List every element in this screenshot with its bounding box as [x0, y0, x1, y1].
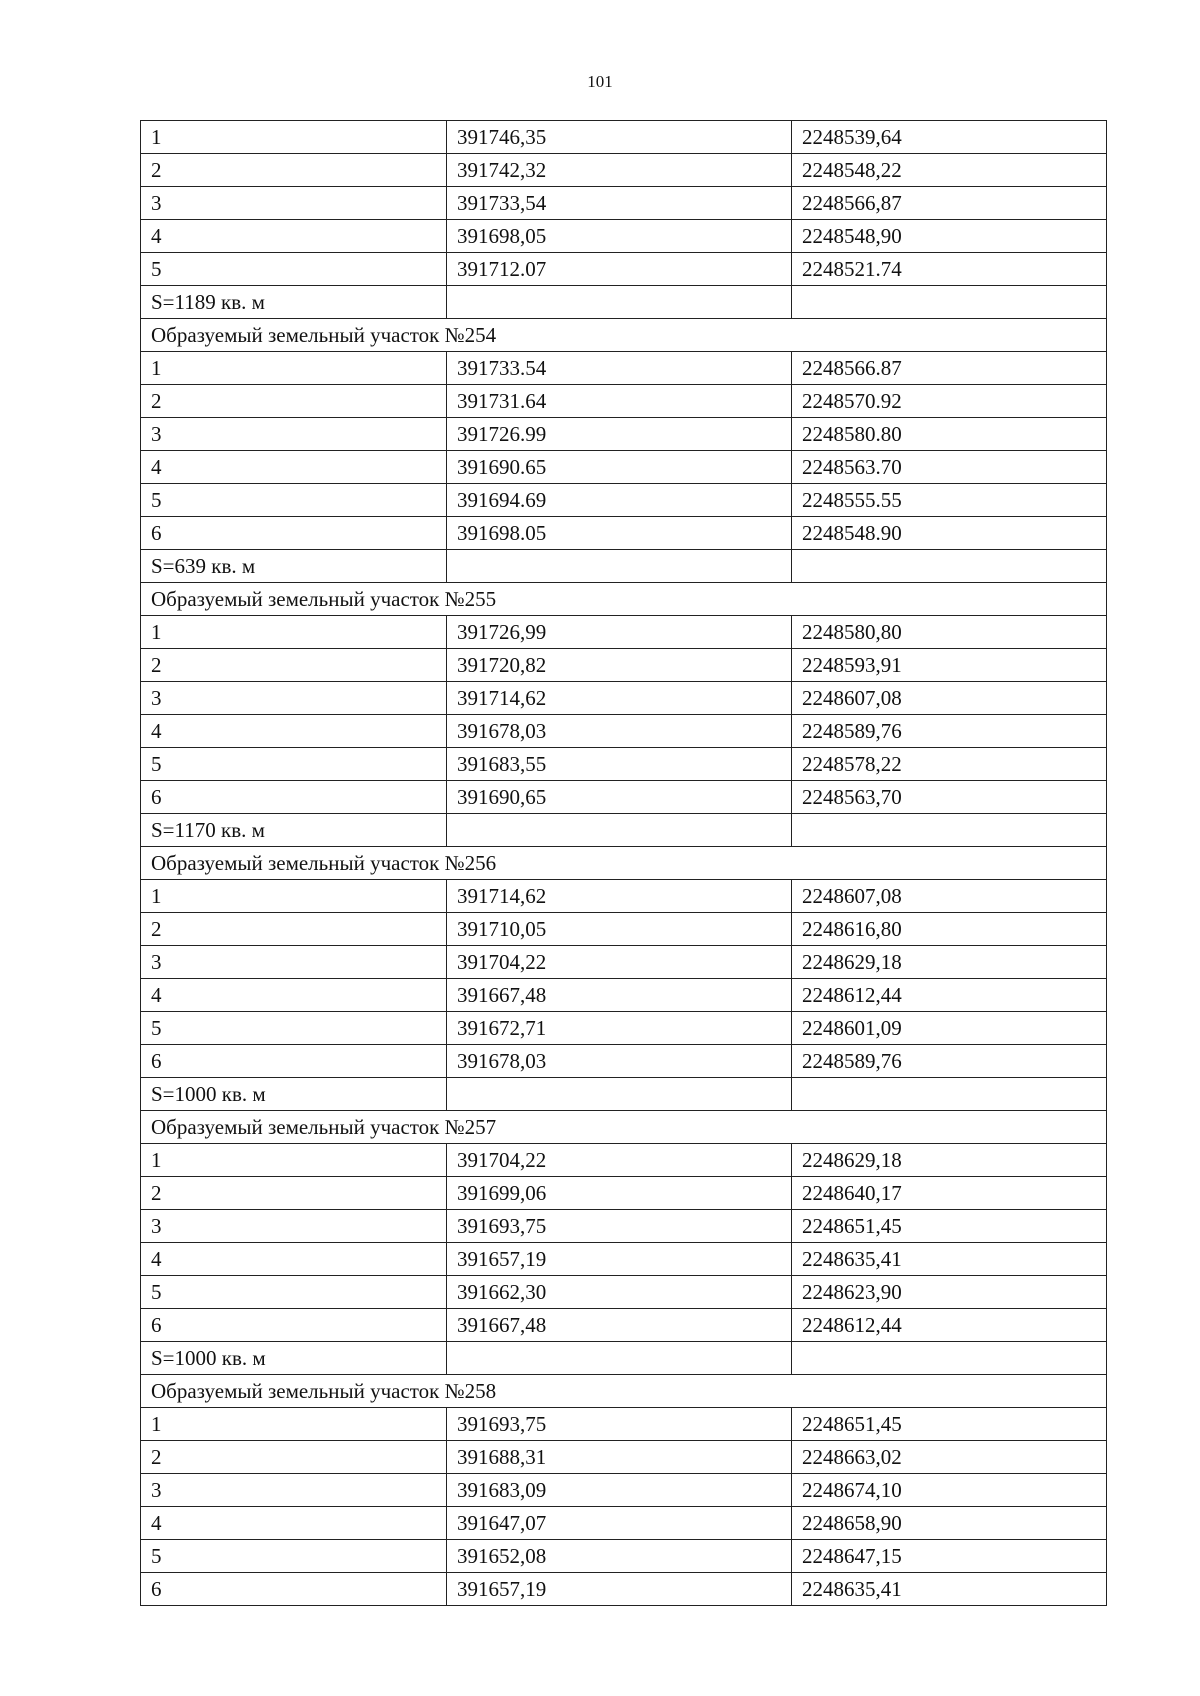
point-row [141, 682, 1107, 715]
y-coordinate-cell: 2248623,90 [792, 1276, 1107, 1309]
plot-header-cell: Образуемый земельный участок №255 [141, 583, 1107, 616]
point-row [141, 1243, 1107, 1276]
empty-cell [447, 1342, 792, 1375]
empty-cell [792, 814, 1107, 847]
point-number-cell: 1 [141, 880, 447, 913]
point-number-cell: 5 [141, 1012, 447, 1045]
area-row [141, 550, 1107, 583]
point-number-cell: 1 [141, 352, 447, 385]
x-coordinate-cell: 391693,75 [447, 1408, 792, 1441]
y-coordinate-cell: 2248589,76 [792, 1045, 1107, 1078]
area-row [141, 1078, 1107, 1111]
point-row [141, 1309, 1107, 1342]
point-number-cell: 4 [141, 1243, 447, 1276]
y-coordinate-cell: 2248548,22 [792, 154, 1107, 187]
x-coordinate-cell: 391720,82 [447, 649, 792, 682]
y-coordinate-cell: 2248651,45 [792, 1408, 1107, 1441]
area-row [141, 814, 1107, 847]
plot-header-cell: Образуемый земельный участок №258 [141, 1375, 1107, 1408]
point-row [141, 616, 1107, 649]
point-number-cell: 5 [141, 253, 447, 286]
point-number-cell: 4 [141, 1507, 447, 1540]
x-coordinate-cell: 391662,30 [447, 1276, 792, 1309]
area-cell: S=1170 кв. м [141, 814, 447, 847]
point-number-cell: 1 [141, 616, 447, 649]
x-coordinate-cell: 391688,31 [447, 1441, 792, 1474]
plot-header-cell: Образуемый земельный участок №256 [141, 847, 1107, 880]
point-number-cell: 5 [141, 484, 447, 517]
y-coordinate-cell: 2248651,45 [792, 1210, 1107, 1243]
x-coordinate-cell: 391746,35 [447, 121, 792, 154]
y-coordinate-cell: 2248635,41 [792, 1573, 1107, 1606]
y-coordinate-cell: 2248563,70 [792, 781, 1107, 814]
point-number-cell: 5 [141, 1276, 447, 1309]
x-coordinate-cell: 391714,62 [447, 880, 792, 913]
point-number-cell: 3 [141, 1210, 447, 1243]
point-number-cell: 3 [141, 682, 447, 715]
y-coordinate-cell: 2248674,10 [792, 1474, 1107, 1507]
point-row [141, 1177, 1107, 1210]
plot-header-row [141, 847, 1107, 880]
y-coordinate-cell: 2248607,08 [792, 682, 1107, 715]
y-coordinate-cell: 2248539,64 [792, 121, 1107, 154]
x-coordinate-cell: 391693,75 [447, 1210, 792, 1243]
x-coordinate-cell: 391726.99 [447, 418, 792, 451]
x-coordinate-cell: 391657,19 [447, 1243, 792, 1276]
x-coordinate-cell: 391710,05 [447, 913, 792, 946]
x-coordinate-cell: 391647,07 [447, 1507, 792, 1540]
area-cell: S=1000 кв. м [141, 1342, 447, 1375]
page-number: 101 [587, 72, 613, 91]
y-coordinate-cell: 2248566,87 [792, 187, 1107, 220]
y-coordinate-cell: 2248647,15 [792, 1540, 1107, 1573]
y-coordinate-cell: 2248570.92 [792, 385, 1107, 418]
point-row [141, 220, 1107, 253]
empty-cell [447, 814, 792, 847]
point-row [141, 418, 1107, 451]
x-coordinate-cell: 391699,06 [447, 1177, 792, 1210]
point-row [141, 484, 1107, 517]
point-row [141, 451, 1107, 484]
empty-cell [792, 550, 1107, 583]
point-number-cell: 4 [141, 979, 447, 1012]
point-row [141, 913, 1107, 946]
point-row [141, 979, 1107, 1012]
point-row [141, 1210, 1107, 1243]
point-row [141, 1276, 1107, 1309]
x-coordinate-cell: 391726,99 [447, 616, 792, 649]
y-coordinate-cell: 2248580,80 [792, 616, 1107, 649]
y-coordinate-cell: 2248616,80 [792, 913, 1107, 946]
point-number-cell: 6 [141, 781, 447, 814]
x-coordinate-cell: 391733,54 [447, 187, 792, 220]
y-coordinate-cell: 2248521.74 [792, 253, 1107, 286]
y-coordinate-cell: 2248555.55 [792, 484, 1107, 517]
point-row [141, 121, 1107, 154]
point-row [141, 1408, 1107, 1441]
point-row [141, 187, 1107, 220]
empty-cell [792, 1078, 1107, 1111]
point-row [141, 781, 1107, 814]
y-coordinate-cell: 2248629,18 [792, 1144, 1107, 1177]
point-row [141, 154, 1107, 187]
plot-header-row [141, 583, 1107, 616]
point-number-cell: 3 [141, 187, 447, 220]
y-coordinate-cell: 2248629,18 [792, 946, 1107, 979]
x-coordinate-cell: 391652,08 [447, 1540, 792, 1573]
point-row [141, 880, 1107, 913]
x-coordinate-cell: 391698,05 [447, 220, 792, 253]
y-coordinate-cell: 2248640,17 [792, 1177, 1107, 1210]
x-coordinate-cell: 391683,09 [447, 1474, 792, 1507]
point-row [141, 1441, 1107, 1474]
x-coordinate-cell: 391667,48 [447, 1309, 792, 1342]
y-coordinate-cell: 2248658,90 [792, 1507, 1107, 1540]
point-row [141, 1045, 1107, 1078]
x-coordinate-cell: 391690.65 [447, 451, 792, 484]
area-cell: S=1189 кв. м [141, 286, 447, 319]
point-number-cell: 1 [141, 1408, 447, 1441]
x-coordinate-cell: 391742,32 [447, 154, 792, 187]
coordinates-table [140, 120, 1107, 1606]
point-row [141, 748, 1107, 781]
empty-cell [792, 286, 1107, 319]
x-coordinate-cell: 391698.05 [447, 517, 792, 550]
point-number-cell: 3 [141, 418, 447, 451]
y-coordinate-cell: 2248566.87 [792, 352, 1107, 385]
x-coordinate-cell: 391672,71 [447, 1012, 792, 1045]
point-number-cell: 3 [141, 946, 447, 979]
empty-cell [792, 1342, 1107, 1375]
point-row [141, 253, 1107, 286]
point-number-cell: 1 [141, 121, 447, 154]
y-coordinate-cell: 2248635,41 [792, 1243, 1107, 1276]
y-coordinate-cell: 2248580.80 [792, 418, 1107, 451]
point-number-cell: 5 [141, 1540, 447, 1573]
point-number-cell: 2 [141, 913, 447, 946]
y-coordinate-cell: 2248601,09 [792, 1012, 1107, 1045]
y-coordinate-cell: 2248612,44 [792, 979, 1107, 1012]
point-number-cell: 4 [141, 715, 447, 748]
plot-header-cell: Образуемый земельный участок №257 [141, 1111, 1107, 1144]
point-number-cell: 2 [141, 649, 447, 682]
plot-header-row [141, 1111, 1107, 1144]
empty-cell [447, 1078, 792, 1111]
empty-cell [447, 550, 792, 583]
x-coordinate-cell: 391712.07 [447, 253, 792, 286]
area-row [141, 1342, 1107, 1375]
y-coordinate-cell: 2248589,76 [792, 715, 1107, 748]
area-cell: S=1000 кв. м [141, 1078, 447, 1111]
y-coordinate-cell: 2248663,02 [792, 1441, 1107, 1474]
point-number-cell: 4 [141, 451, 447, 484]
y-coordinate-cell: 2248548,90 [792, 220, 1107, 253]
point-number-cell: 6 [141, 1573, 447, 1606]
point-number-cell: 2 [141, 154, 447, 187]
point-row [141, 1474, 1107, 1507]
plot-header-row [141, 1375, 1107, 1408]
y-coordinate-cell: 2248607,08 [792, 880, 1107, 913]
x-coordinate-cell: 391667,48 [447, 979, 792, 1012]
point-row [141, 1573, 1107, 1606]
point-row [141, 715, 1107, 748]
coordinates-table-body [141, 121, 1107, 1606]
x-coordinate-cell: 391678,03 [447, 715, 792, 748]
point-row [141, 1144, 1107, 1177]
x-coordinate-cell: 391694.69 [447, 484, 792, 517]
point-row [141, 352, 1107, 385]
point-row [141, 1540, 1107, 1573]
y-coordinate-cell: 2248548.90 [792, 517, 1107, 550]
x-coordinate-cell: 391678,03 [447, 1045, 792, 1078]
y-coordinate-cell: 2248578,22 [792, 748, 1107, 781]
point-number-cell: 2 [141, 385, 447, 418]
point-row [141, 946, 1107, 979]
point-number-cell: 1 [141, 1144, 447, 1177]
x-coordinate-cell: 391657,19 [447, 1573, 792, 1606]
x-coordinate-cell: 391704,22 [447, 946, 792, 979]
point-number-cell: 6 [141, 1045, 447, 1078]
x-coordinate-cell: 391683,55 [447, 748, 792, 781]
plot-header-cell: Образуемый земельный участок №254 [141, 319, 1107, 352]
area-cell: S=639 кв. м [141, 550, 447, 583]
empty-cell [447, 286, 792, 319]
x-coordinate-cell: 391704,22 [447, 1144, 792, 1177]
area-row [141, 286, 1107, 319]
plot-header-row [141, 319, 1107, 352]
point-row [141, 517, 1107, 550]
y-coordinate-cell: 2248612,44 [792, 1309, 1107, 1342]
point-row [141, 1012, 1107, 1045]
point-row [141, 649, 1107, 682]
point-row [141, 1507, 1107, 1540]
point-number-cell: 2 [141, 1441, 447, 1474]
point-number-cell: 2 [141, 1177, 447, 1210]
x-coordinate-cell: 391731.64 [447, 385, 792, 418]
y-coordinate-cell: 2248593,91 [792, 649, 1107, 682]
point-number-cell: 3 [141, 1474, 447, 1507]
point-number-cell: 4 [141, 220, 447, 253]
y-coordinate-cell: 2248563.70 [792, 451, 1107, 484]
x-coordinate-cell: 391714,62 [447, 682, 792, 715]
point-number-cell: 6 [141, 1309, 447, 1342]
point-number-cell: 5 [141, 748, 447, 781]
point-number-cell: 6 [141, 517, 447, 550]
point-row [141, 385, 1107, 418]
x-coordinate-cell: 391733.54 [447, 352, 792, 385]
x-coordinate-cell: 391690,65 [447, 781, 792, 814]
